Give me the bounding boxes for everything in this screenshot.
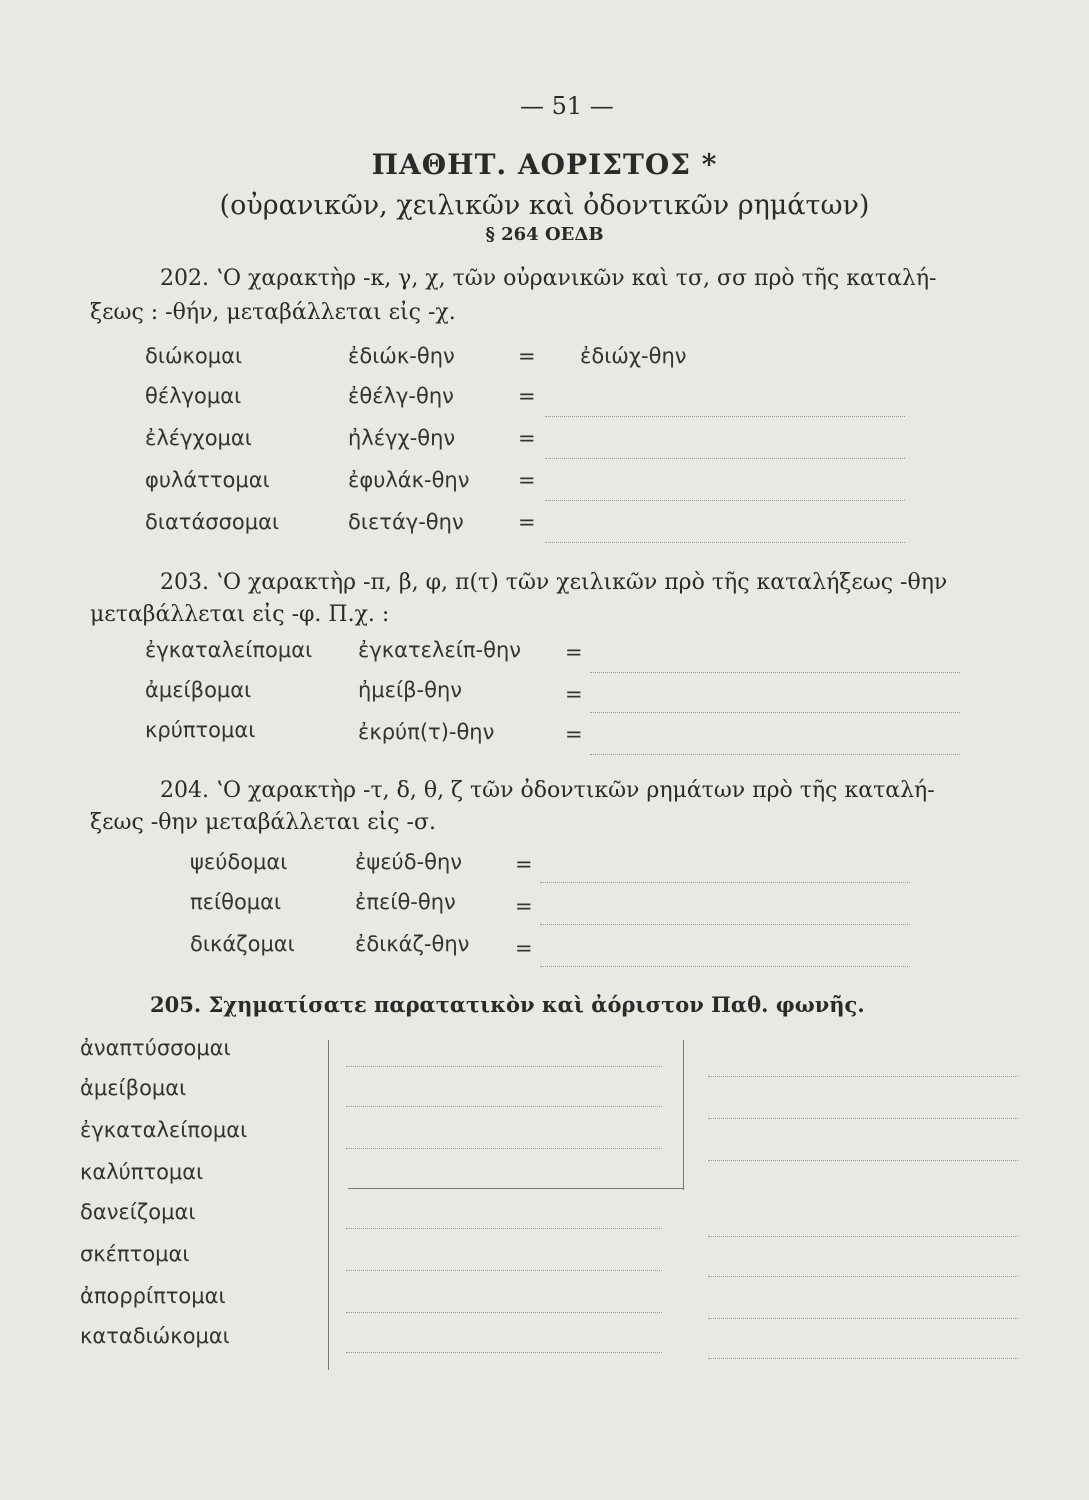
s205-verb: ἀναπτύσσομαι — [80, 1036, 231, 1060]
s205-verb: δανείζομαι — [80, 1200, 196, 1224]
column-divider — [348, 1188, 684, 1189]
s202-verb: θέλγομαι — [145, 384, 242, 408]
page-title: ΠΑΘΗΤ. ΑΟΡΙΣΤΟΣ * — [371, 148, 718, 181]
s205-verb: καταδιώκομαι — [80, 1324, 230, 1348]
s202-form: ἐφυλάκ-θην — [348, 468, 470, 492]
imperfect-blank[interactable] — [346, 1106, 662, 1107]
s204-verb: πείθομαι — [190, 890, 282, 914]
s202-equals: = — [518, 384, 536, 408]
s203-equals: = — [565, 682, 583, 706]
s202-answer: ἐδιώχ-θην — [580, 344, 687, 368]
aorist-blank[interactable] — [708, 1358, 1018, 1359]
s204-verb: δικάζομαι — [190, 932, 295, 956]
page-number: — 51 — — [520, 92, 614, 120]
column-divider — [328, 1040, 329, 1370]
s203-form: ἐκρύπ(τ)-θην — [358, 720, 495, 744]
s203-rule-line1: 203. ʽΟ χαρακτὴρ -π, β, φ, π(τ) τῶν χειλικῶν πρὸ τῆς καταλήξεως -θην — [160, 570, 948, 595]
s202-equals: = — [518, 468, 536, 492]
s203-rule-line2: μεταβάλλεται εἰς -φ. Π.χ. : — [90, 602, 390, 627]
answer-blank[interactable] — [540, 882, 910, 883]
s203-equals: = — [565, 722, 583, 746]
column-divider — [683, 1040, 684, 1190]
page-subtitle: (οὐρανικῶν, χειλικῶν καὶ ὀδοντικῶν ρημάτων) — [219, 190, 870, 221]
s203-form: ἐγκατελείπ-θην — [358, 638, 521, 662]
s204-form: ἐδικάζ-θην — [355, 932, 470, 956]
s202-form: ἐθέλγ-θην — [348, 384, 454, 408]
s202-rule-line1: 202. ʽΟ χαρακτὴρ -κ, γ, χ, τῶν οὐρανικῶν καὶ τσ, σσ πρὸ τῆς καταλή- — [160, 266, 937, 291]
reference: § 264 ΟΕΔΒ — [485, 224, 604, 245]
answer-blank[interactable] — [590, 754, 960, 755]
s204-equals: = — [515, 894, 533, 918]
answer-blank[interactable] — [545, 500, 905, 501]
s203-equals: = — [565, 640, 583, 664]
s204-form: ἐπείθ-θην — [355, 890, 456, 914]
s202-form: ἠλέγχ-θην — [348, 426, 456, 450]
aorist-blank[interactable] — [708, 1236, 1018, 1237]
s202-verb: φυλάττομαι — [145, 468, 270, 492]
s205-verb: καλύπτομαι — [80, 1160, 204, 1184]
s202-form: διετάγ-θην — [348, 510, 464, 534]
s203-verb: κρύπτομαι — [145, 718, 256, 742]
s205-verb: σκέπτομαι — [80, 1242, 190, 1266]
s202-rule-line2: ξεως : -θήν, μεταβάλλεται εἰς -χ. — [90, 300, 456, 325]
s202-form: ἐδιώκ-θην — [348, 344, 455, 368]
s202-equals: = — [518, 510, 536, 534]
s205-verb: ἀπορρίπτομαι — [80, 1284, 226, 1308]
s204-equals: = — [515, 936, 533, 960]
imperfect-blank[interactable] — [346, 1270, 662, 1271]
s202-equals: = — [518, 426, 536, 450]
s204-form: ἐψεύδ-θην — [355, 850, 463, 874]
s204-rule-line1: 204. ʽΟ χαρακτὴρ -τ, δ, θ, ζ τῶν ὀδοντικῶν ρημάτων πρὸ τῆς καταλή- — [160, 778, 935, 803]
answer-blank[interactable] — [590, 672, 960, 673]
aorist-blank[interactable] — [708, 1076, 1018, 1077]
s203-form: ἠμείβ-θην — [358, 678, 462, 702]
s204-verb: ψεύδομαι — [190, 850, 288, 874]
s205-heading: 205. Σχηματίσατε παρατατικὸν καὶ ἀόριστον Παθ. φωνῆς. — [150, 992, 865, 1017]
s202-verb: διώκομαι — [145, 344, 243, 368]
aorist-blank[interactable] — [708, 1276, 1018, 1277]
imperfect-blank[interactable] — [346, 1066, 662, 1067]
s203-verb: ἀμείβομαι — [145, 678, 252, 702]
s203-verb: ἐγκαταλείπομαι — [145, 638, 313, 662]
answer-blank[interactable] — [545, 542, 905, 543]
s202-equals: = — [518, 344, 536, 368]
s204-equals: = — [515, 852, 533, 876]
aorist-blank[interactable] — [708, 1160, 1018, 1161]
answer-blank[interactable] — [545, 416, 905, 417]
imperfect-blank[interactable] — [346, 1312, 662, 1313]
s202-verb: ἐλέγχομαι — [145, 426, 252, 450]
imperfect-blank[interactable] — [346, 1148, 662, 1149]
aorist-blank[interactable] — [708, 1118, 1018, 1119]
s205-verb: ἀμείβομαι — [80, 1076, 187, 1100]
answer-blank[interactable] — [590, 712, 960, 713]
answer-blank[interactable] — [540, 966, 910, 967]
imperfect-blank[interactable] — [346, 1352, 662, 1353]
s205-verb: ἐγκαταλείπομαι — [80, 1118, 248, 1142]
answer-blank[interactable] — [545, 458, 905, 459]
s204-rule-line2: ξεως -θην μεταβάλλεται εἰς -σ. — [90, 810, 437, 835]
answer-blank[interactable] — [540, 924, 910, 925]
s202-verb: διατάσσομαι — [145, 510, 280, 534]
aorist-blank[interactable] — [708, 1318, 1018, 1319]
imperfect-blank[interactable] — [346, 1228, 662, 1229]
